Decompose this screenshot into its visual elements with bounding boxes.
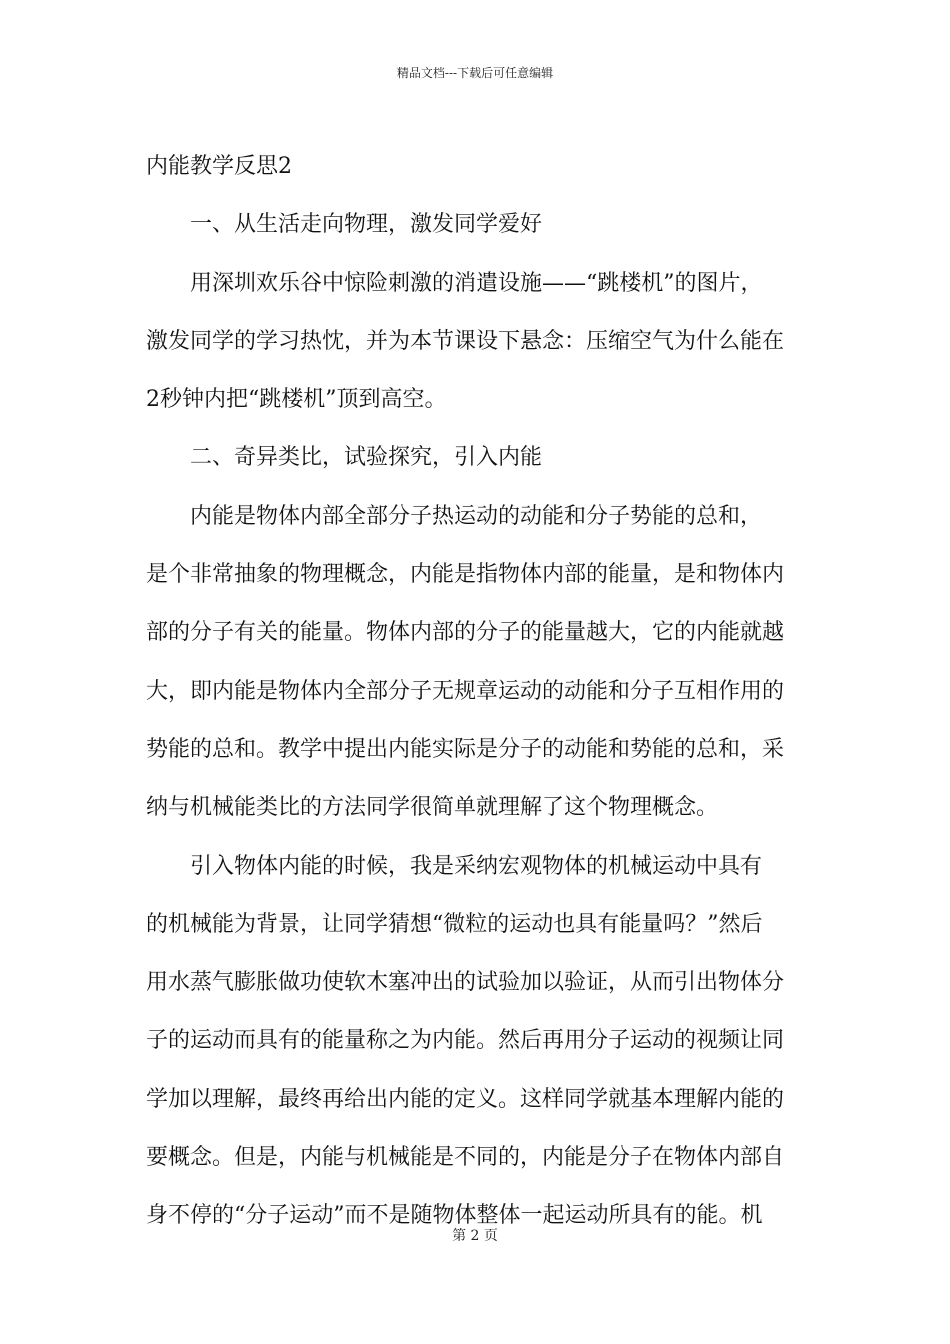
text-line: 2秒钟内把“跳楼机”顶到高空。	[146, 387, 447, 413]
text-line: 内能是物体内部全部分子热运动的动能和分子势能的总和，	[146, 503, 763, 529]
text-line: 子的运动而具有的能量称之为内能。然后再用分子运动的视频让同	[146, 1028, 785, 1054]
text-line: 要概念。但是，内能与机械能是不同的，内能是分子在物体内部自	[146, 1145, 785, 1171]
document-title: 内能教学反思2	[146, 154, 292, 179]
text-line: 学加以理解，最终再给出内能的定义。这样同学就基本理解内能的	[146, 1086, 785, 1112]
text-line: 部的分子有关的能量。物体内部的分子的能量越大，它的内能就越	[146, 620, 785, 646]
text-line: 激发同学的学习热忱，并为本节课设下悬念：压缩空气为什么能在	[146, 328, 785, 354]
text-line: 纳与机械能类比的方法同学很简单就理解了这个物理概念。	[146, 795, 719, 821]
text-line: 是个非常抽象的物理概念，内能是指物体内部的能量，是和物体内	[146, 562, 785, 588]
text-line: 的机械能为背景，让同学猜想“微粒的运动也具有能量吗？”然后	[146, 911, 763, 937]
text-line: 用水蒸气膨胀做功使软木塞冲出的试验加以验证，从而引出物体分	[146, 970, 785, 996]
page-number: 第 2 页	[452, 1228, 498, 1244]
document-body	[146, 138, 811, 1246]
section-heading: 一、从生活走向物理，激发同学爱好	[146, 212, 543, 238]
text-line: 势能的总和。教学中提出内能实际是分子的动能和势能的总和，采	[146, 736, 785, 762]
text-line: 引入物体内能的时候，我是采纳宏观物体的机械运动中具有	[146, 853, 763, 879]
text-line: 身不停的“分子运动”而不是随物体整体一起运动所具有的能。机	[146, 1203, 763, 1229]
text-line: 大，即内能是物体内全部分子无规章运动的动能和分子互相作用的	[146, 678, 785, 704]
section-heading: 二、奇异类比，试验探究，引入内能	[146, 445, 543, 471]
page-header: 精品文档---下载后可任意编辑	[396, 66, 554, 80]
text-line: 用深圳欢乐谷中惊险刺激的消遣设施——“跳楼机”的图片，	[146, 270, 763, 296]
